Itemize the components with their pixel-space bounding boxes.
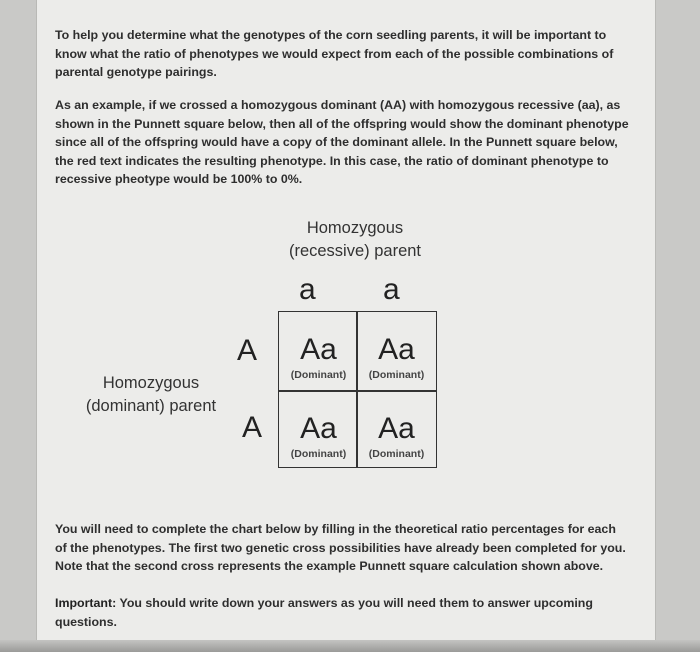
punnett-cell — [279, 391, 358, 469]
cell-phenotype: (Dominant) — [368, 448, 425, 460]
top-allele: a — [383, 273, 400, 306]
cell-phenotype: (Dominant) — [290, 448, 347, 460]
important-text: You should write down your answers as you will need them to answer upcoming questions. — [55, 596, 593, 629]
cell-genotype: Aa — [300, 333, 337, 366]
left-allele: A — [242, 411, 263, 444]
important-label: Important: — [55, 596, 117, 610]
cell-genotype: Aa — [378, 412, 415, 445]
cell-phenotype: (Dominant) — [368, 369, 425, 381]
cell-genotype: Aa — [378, 333, 415, 366]
punnett-square — [278, 311, 437, 468]
intro-paragraph: To help you determine what the genotypes of the corn seedling parents, it will be important to know what the ratio of phenotypes we would expect from each of the possible combinations of parental genotype pairings. — [55, 28, 614, 80]
punnett-cell — [357, 312, 436, 390]
left-parent-label: Homozygous (dominant) parent — [85, 374, 217, 415]
cell-phenotype: (Dominant) — [290, 369, 347, 381]
punnett-cell — [279, 312, 358, 390]
page-bottom-edge — [0, 640, 700, 652]
cell-genotype: Aa — [300, 412, 337, 445]
important-note — [55, 594, 630, 631]
punnett-cell — [357, 391, 436, 469]
top-allele: a — [299, 273, 316, 306]
document-page — [36, 0, 656, 652]
instructions-paragraph: You will need to complete the chart below by filling in the theoretical ratio percentages for each of the phenotypes. The first two genetic cross possibilities have already been completed for you. Note that the second cross represents the example Punnett square calculation shown above. — [55, 522, 626, 574]
top-parent-label: Homozygous (recessive) parent — [288, 219, 422, 260]
example-paragraph: As an example, if we crossed a homozygous dominant (AA) with homozygous recessive (aa), as shown in the Punnett square below, then all of the offspring would show the dominant phenotype since all of the offspring would have a copy of the dominant allele. In the Punnett square below, the red text indicates the resulting phenotype. In this case, the ratio of dominant phenotype to recessive pheotype would be 100% to 0%. — [55, 98, 629, 187]
left-allele: A — [237, 334, 258, 367]
